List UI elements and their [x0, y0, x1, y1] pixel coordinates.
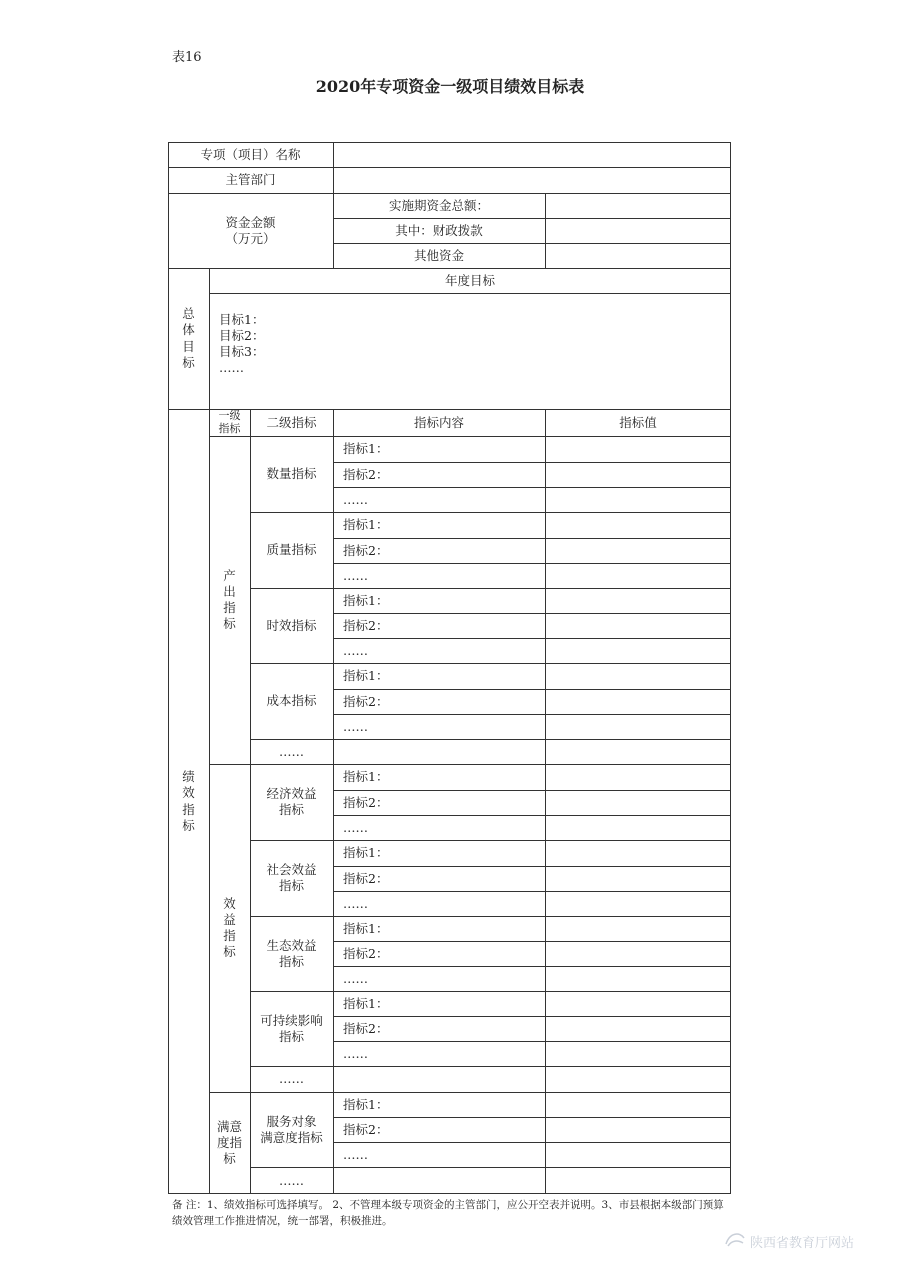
satisfaction-indicator-label: 满意 度指 标: [216, 1118, 242, 1167]
goal-item: 目标3：: [219, 344, 265, 359]
indicator-row[interactable]: 指标2：: [343, 945, 389, 961]
output-indicator-label: 产 出 指 标: [223, 567, 236, 632]
watermark-text: 陕西省教育厅网站: [750, 1236, 855, 1251]
goal-item: ……: [219, 360, 244, 375]
output-more-label: ……: [279, 743, 304, 759]
indicator-row[interactable]: 指标1：: [343, 845, 389, 861]
indicator-content-header: 指标内容: [413, 414, 464, 430]
indicator-row[interactable]: 指标1：: [343, 517, 389, 533]
indicator-row[interactable]: ……: [343, 642, 368, 658]
quality-indicator-label: 质量指标: [266, 542, 317, 558]
indicator-row[interactable]: ……: [343, 567, 368, 583]
indicator-row[interactable]: 指标2：: [343, 1020, 389, 1036]
table-footnote: 备 注：1、绩效指标可选择填写。 2、不管理本级专项资金的主管部门，应公开空表并说明。3、市县根据本级部门预算绩效管理工作推进情况，统一部署，积极推进。: [172, 1199, 724, 1227]
indicator-row[interactable]: 指标2：: [343, 466, 389, 482]
goal-item: 目标1：: [219, 312, 265, 327]
indicator-row[interactable]: 指标2：: [343, 794, 389, 810]
level2-indicator-header: 二级指标: [266, 414, 317, 430]
service-satisfaction-label: 服务对象 满意度指标: [260, 1113, 323, 1145]
total-funds-field[interactable]: [546, 193, 731, 218]
indicator-row[interactable]: ……: [343, 718, 368, 734]
indicator-row[interactable]: 指标2：: [343, 870, 389, 886]
indicator-row[interactable]: 指标1：: [343, 769, 389, 785]
page-title: 2020年专项资金一级项目绩效目标表: [315, 77, 585, 96]
department-label: 主管部门: [225, 172, 276, 188]
timeliness-indicator-label: 时效指标: [266, 617, 317, 633]
fund-amount-label: 资金金额 （万元）: [225, 214, 276, 246]
benefit-more-label: ……: [279, 1071, 304, 1087]
project-name-field[interactable]: [334, 142, 731, 167]
other-funds-field[interactable]: [546, 243, 731, 268]
indicator-value-header: 指标值: [619, 414, 657, 430]
ecological-benefit-label: 生态效益 指标: [266, 937, 317, 969]
indicator-row[interactable]: ……: [343, 1045, 368, 1061]
performance-indicator-label: 绩 效 指 标: [182, 769, 195, 833]
indicator-row[interactable]: 指标1：: [343, 920, 389, 936]
department-field[interactable]: [334, 167, 731, 193]
cost-indicator-label: 成本指标: [266, 693, 317, 709]
watermark-logo-icon: [724, 1230, 746, 1248]
indicator-row[interactable]: 指标1：: [343, 592, 389, 608]
indicator-row[interactable]: 指标1：: [343, 668, 389, 684]
level1-indicator-header: 一级 指标: [218, 408, 241, 435]
indicator-row[interactable]: 指标2：: [343, 693, 389, 709]
fiscal-allocation-label: 其中：财政拨款: [395, 222, 483, 238]
indicator-row[interactable]: ……: [343, 970, 368, 986]
indicator-row[interactable]: ……: [343, 1146, 368, 1162]
indicator-row[interactable]: 指标2：: [343, 617, 389, 633]
annual-goal-header: 年度目标: [444, 272, 495, 288]
goal-item: 目标2：: [219, 328, 265, 343]
table-number-label: 表16: [172, 50, 202, 65]
social-benefit-label: 社会效益 指标: [266, 862, 317, 893]
indicator-row[interactable]: 指标2：: [343, 1121, 389, 1137]
indicator-row[interactable]: ……: [343, 895, 368, 911]
indicator-row[interactable]: ……: [343, 491, 368, 507]
indicator-row[interactable]: 指标2：: [343, 542, 389, 558]
sustainable-impact-label: 可持续影响 指标: [260, 1012, 323, 1044]
indicator-row[interactable]: 指标1：: [343, 1096, 389, 1112]
total-funds-label: 实施期资金总额：: [388, 197, 489, 213]
goal-list[interactable]: [219, 312, 264, 376]
benefit-indicator-label: 效 益 指 标: [223, 895, 236, 960]
economic-benefit-label: 经济效益 指标: [266, 786, 317, 817]
satisfaction-more-label: ……: [279, 1172, 304, 1188]
indicator-row[interactable]: 指标1：: [343, 441, 389, 457]
indicator-row[interactable]: 指标1：: [343, 995, 389, 1011]
fiscal-allocation-field[interactable]: [546, 218, 731, 243]
other-funds-label: 其他资金: [413, 247, 464, 263]
project-name-label: 专项（项目）名称: [200, 146, 301, 162]
overall-goal-label: 总 体 目 标: [182, 306, 195, 370]
indicator-row[interactable]: ……: [343, 819, 368, 835]
quantity-indicator-label: 数量指标: [266, 466, 317, 482]
